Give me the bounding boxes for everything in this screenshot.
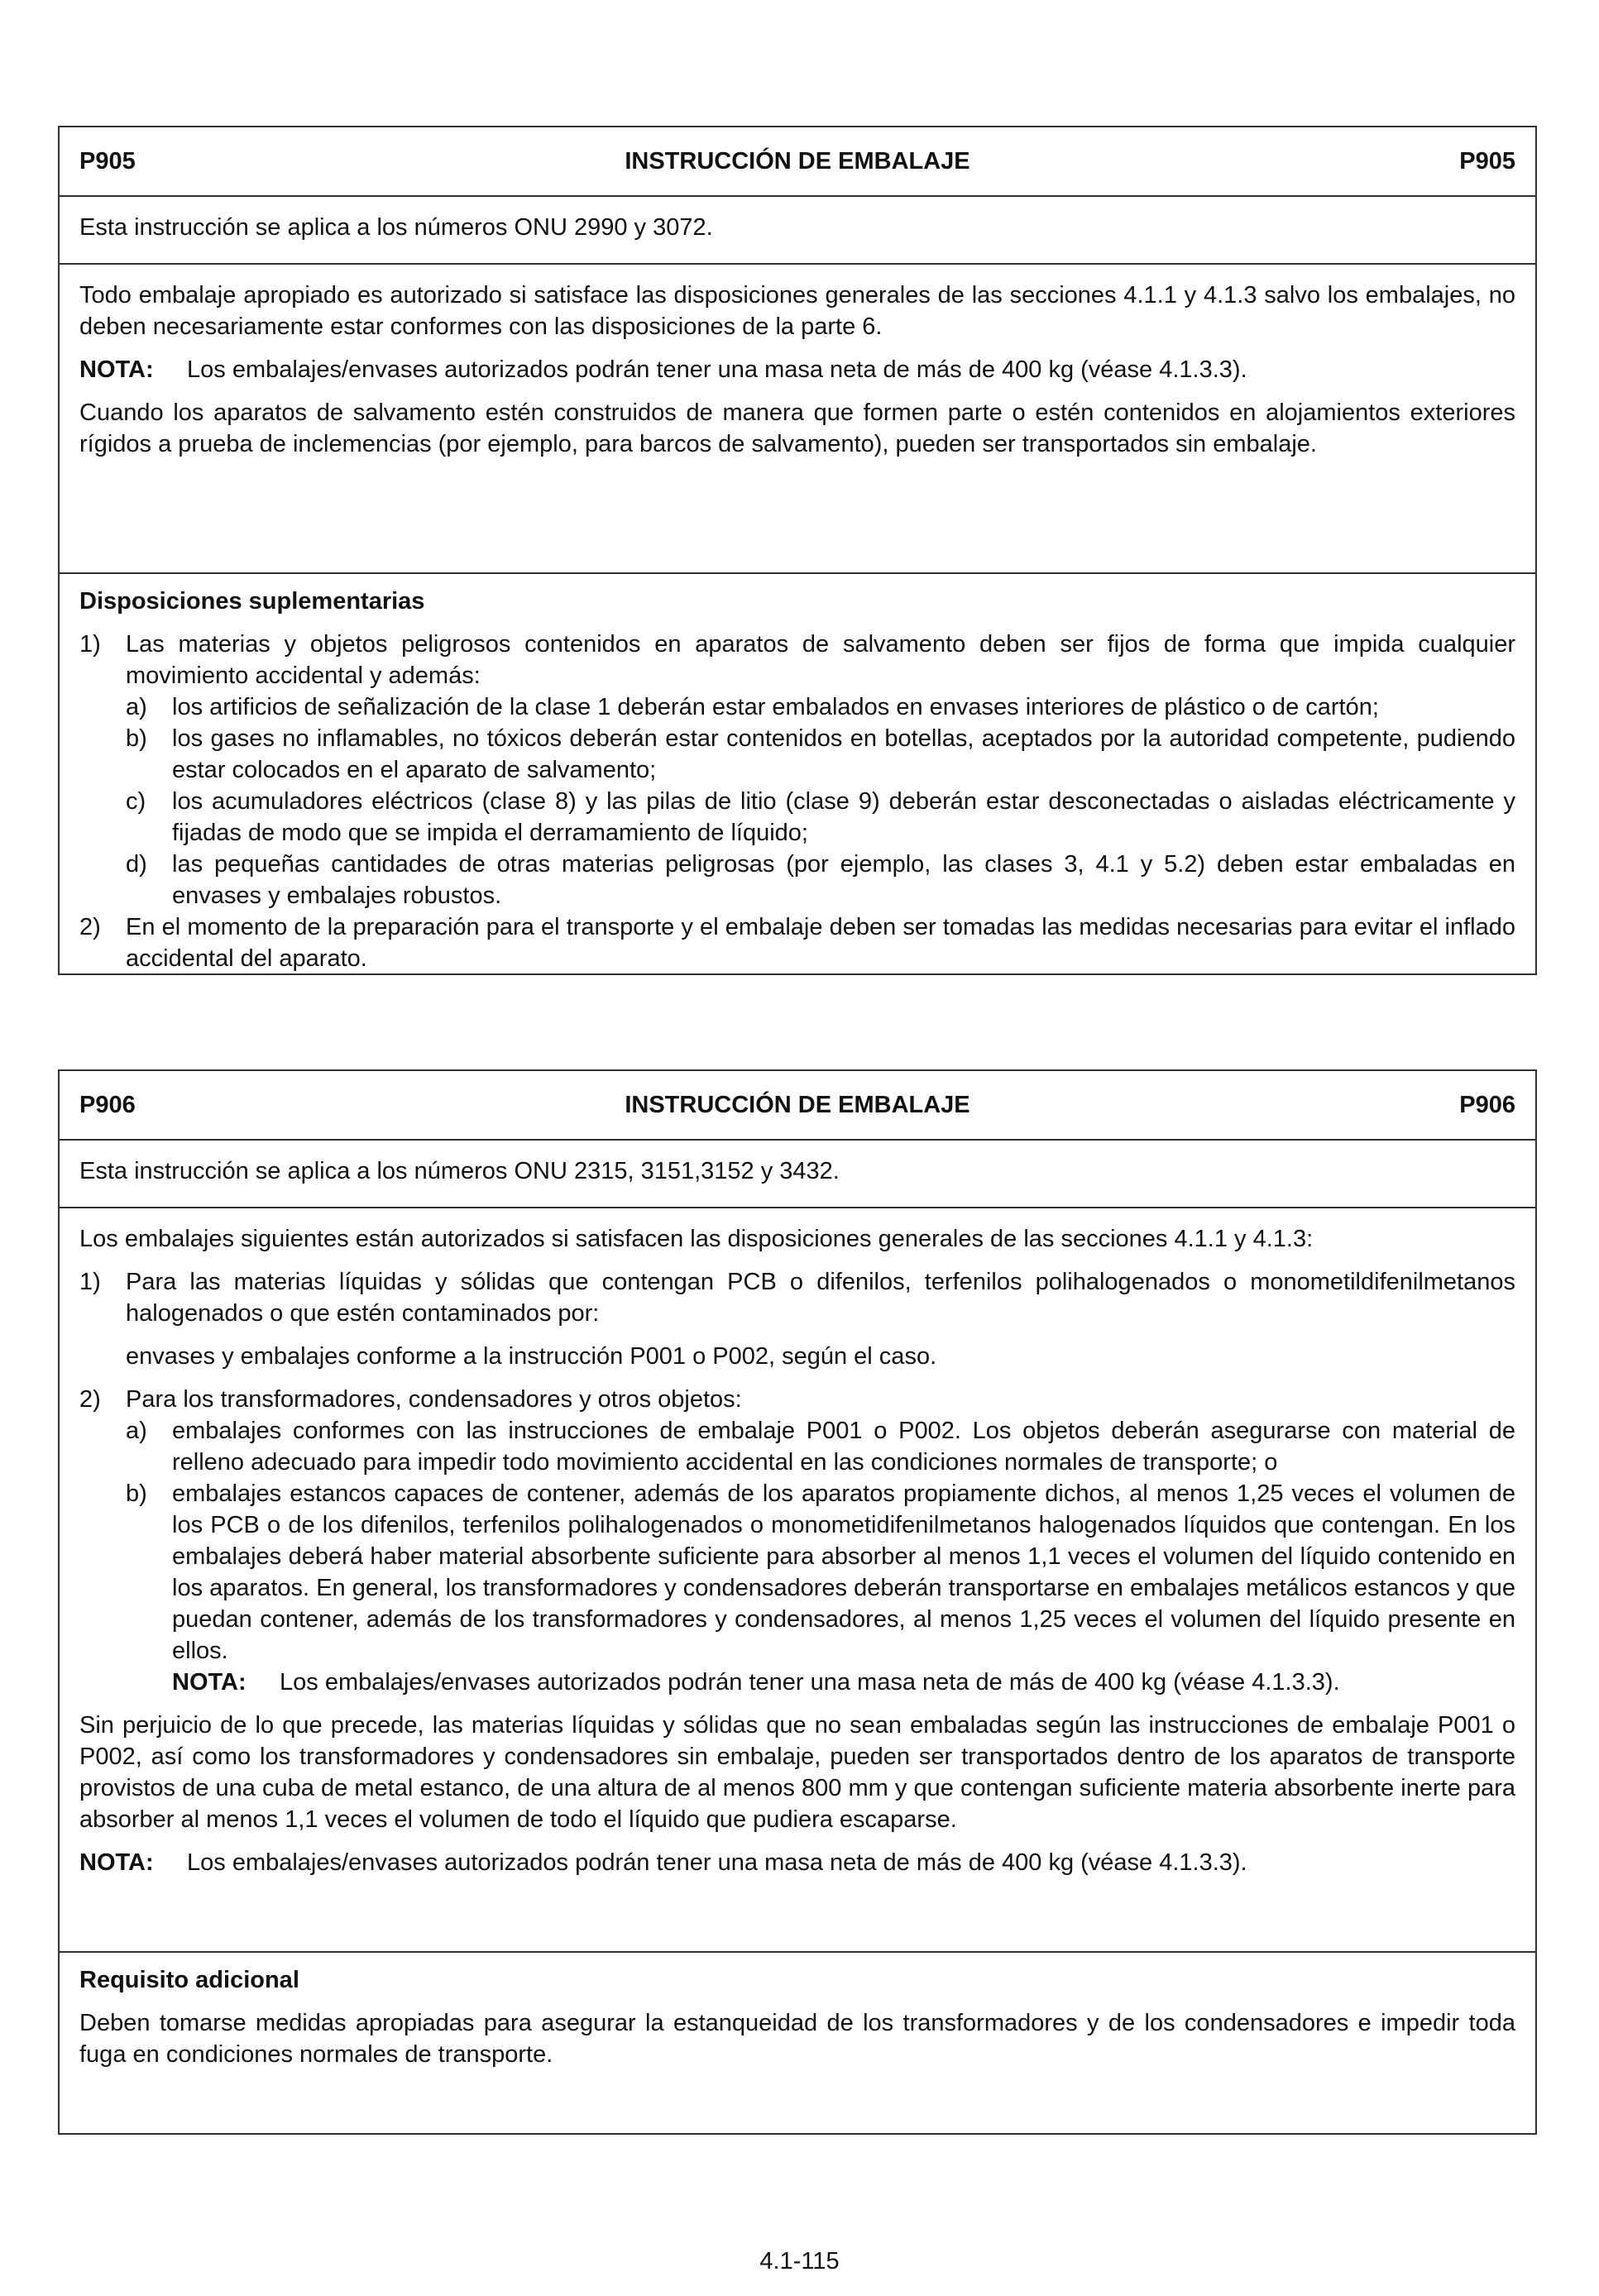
p906-code-left: P906 bbox=[79, 1091, 136, 1118]
p905-applies-text: Esta instrucción se aplica a los números ONU 2990 y 3072. bbox=[79, 214, 713, 241]
list-letter: b) bbox=[126, 1480, 147, 1507]
p905-salvamento-text: Cuando los aparatos de salvamento estén construidos de manera que formen parte o estén contenidos en alojamientos exteriores rígidos a prueba de inclemencias (por ejemplo, para barcos de salvamento), pueden ser transportados sin embalaje. bbox=[79, 399, 1515, 457]
list-text: Las materias y objetos peligrosos contenidos en aparatos de salvamento deben ser fijos de forma que impida cualquier movimiento accidental y además: bbox=[126, 631, 1515, 689]
p906-subitem-a bbox=[126, 1415, 1515, 1478]
list-letter: a) bbox=[126, 1418, 147, 1444]
p905-nota bbox=[79, 354, 1515, 385]
list-text: embalajes conformes con las instrucciones de embalaje P001 o P002. Los objetos deberán asegurarse con material de relleno adecuado para impedir todo movimiento accidental en las condiciones normales de transporte; o bbox=[172, 1418, 1515, 1476]
p905-nota-label: NOTA: bbox=[79, 356, 154, 383]
p905-title: INSTRUCCIÓN DE EMBALAJE bbox=[625, 147, 970, 175]
list-text: las pequeñas cantidades de otras materias peligrosas (por ejemplo, las clases 3, 4.1 y 5.2) deben estar embaladas en envases y embalajes robustos. bbox=[172, 851, 1515, 909]
p906-subitem-nota bbox=[126, 1667, 1515, 1698]
p905-subitem-c bbox=[126, 786, 1515, 849]
list-number: 2) bbox=[79, 1386, 101, 1413]
p906-nota bbox=[79, 1847, 1515, 1878]
p905-supplementary-section bbox=[60, 574, 1535, 974]
p906-requirement-section bbox=[60, 1953, 1535, 2070]
p905-nota-text: Los embalajes/envases autorizados podrán tener una masa neta de más de 400 kg (véase 4.1.3.3). bbox=[187, 356, 1247, 383]
p906-title: INSTRUCCIÓN DE EMBALAJE bbox=[625, 1091, 970, 1118]
p906-item-2-subitems bbox=[79, 1415, 1515, 1698]
p906-main-section bbox=[60, 1208, 1535, 1953]
p906-item-1 bbox=[79, 1266, 1515, 1329]
p905-item-2 bbox=[79, 911, 1515, 974]
p905-code-right: P905 bbox=[1459, 147, 1515, 175]
list-text: Para las materias líquidas y sólidas que contengan PCB o difenilos, terfenilos polihalogenados o monometildifenilmetanos halogenados o que estén contaminados por: bbox=[126, 1269, 1515, 1327]
p905-instruction-box bbox=[58, 126, 1537, 975]
p906-sin-perjuicio-text: Sin perjuicio de lo que precede, las materias líquidas y sólidas que no sean embaladas según las instrucciones de embalaje P001 o P002, así como los transformadores y condensadores sin embalaje, pueden ser transportados dentro de los aparatos de transporte provistos de una cuba de metal estanco, de una altura de al menos 800 mm y que contengan suficiente materia absorbente inerte para absorber al menos 1,1 veces el volumen de todo el líquido que pudiera escaparse. bbox=[79, 1712, 1515, 1833]
list-letter: a) bbox=[126, 694, 147, 720]
list-text: los gases no inflamables, no tóxicos deberán estar contenidos en botellas, aceptados por la autoridad competente, pudiendo estar colocados en el aparato de salvamento; bbox=[172, 725, 1515, 783]
list-number: 1) bbox=[79, 631, 101, 658]
p906-requirement-text: Deben tomarse medidas apropiadas para asegurar la estanqueidad de los transformadores y de los condensadores e impedir toda fuga en condiciones normales de transporte. bbox=[79, 2010, 1515, 2068]
p905-supplementary-heading: Disposiciones suplementarias bbox=[79, 588, 425, 615]
list-text: En el momento de la preparación para el transporte y el embalaje deben ser tomadas las medidas necesarias para evitar el inflado accidental del aparato. bbox=[126, 914, 1515, 972]
p906-nota-text: Los embalajes/envases autorizados podrán tener una masa neta de más de 400 kg (véase 4.1.3.3). bbox=[187, 1849, 1247, 1876]
list-text: los acumuladores eléctricos (clase 8) y las pilas de litio (clase 9) deberán estar desconectadas o aisladas eléctricamente y fijadas de modo que se impida el derramamiento de líquido; bbox=[172, 788, 1515, 846]
list-text: Para los transformadores, condensadores y otros objetos: bbox=[126, 1386, 742, 1413]
p906-nota-label: NOTA: bbox=[79, 1849, 154, 1876]
p905-item-1-subitems bbox=[79, 691, 1515, 911]
page-number: 4.1-115 bbox=[759, 2248, 840, 2274]
p905-applies-section bbox=[60, 197, 1535, 265]
p906-item-2 bbox=[79, 1384, 1515, 1415]
p905-subitem-d bbox=[126, 849, 1515, 911]
p905-subitem-b bbox=[126, 723, 1515, 786]
p905-item-1 bbox=[79, 629, 1515, 691]
p906-item-1-follow: envases y embalajes conforme a la instrucción P001 o P002, según el caso. bbox=[126, 1343, 937, 1370]
p905-subitem-a bbox=[126, 691, 1515, 723]
p906-header bbox=[60, 1071, 1535, 1141]
p905-general-section bbox=[60, 265, 1535, 574]
list-text: los artificios de señalización de la clase 1 deberán estar embalados en envases interiores de plástico o de cartón; bbox=[172, 694, 1379, 720]
p906-instruction-box bbox=[58, 1069, 1537, 2135]
p905-general-text: Todo embalaje apropiado es autorizado si satisface las disposiciones generales de las secciones 4.1.1 y 4.1.3 salvo los embalajes, no deben necesariamente estar conformes con las disposiciones de la parte 6. bbox=[79, 282, 1515, 340]
p906-sub-nota-text: Los embalajes/envases autorizados podrán tener una masa neta de más de 400 kg (véase 4.1.3.3). bbox=[280, 1669, 1340, 1696]
list-number: 2) bbox=[79, 914, 101, 940]
p905-header bbox=[60, 127, 1535, 197]
p906-requirement-heading: Requisito adicional bbox=[79, 1967, 299, 1993]
list-text: embalajes estancos capaces de contener, además de los aparatos propiamente dichos, al menos 1,25 veces el volumen de los PCB o de los difenilos, terfenilos polihalogenados o monometidifenilmetanos halogenados líquidos que contengan. En los embalajes deberá haber material absorbente suficiente para absorber al menos 1,1 veces el volumen del líquido contenido en los aparatos. En general, los transformadores y condensadores deberán transportarse en embalajes metálicos estancos y que puedan contener, además de los transformadores y condensadores, al menos 1,25 veces el volumen del líquido presente en ellos. bbox=[172, 1480, 1515, 1664]
list-letter: c) bbox=[126, 788, 146, 815]
list-number: 1) bbox=[79, 1269, 101, 1295]
p906-subitem-b bbox=[126, 1478, 1515, 1667]
list-letter: d) bbox=[126, 851, 147, 878]
p906-applies-text: Esta instrucción se aplica a los números ONU 2315, 3151,3152 y 3432. bbox=[79, 1158, 840, 1184]
p906-sub-nota-label: NOTA: bbox=[172, 1669, 247, 1696]
p905-code-left: P905 bbox=[79, 147, 136, 175]
p906-code-right: P906 bbox=[1459, 1091, 1515, 1118]
p906-applies-section bbox=[60, 1141, 1535, 1208]
p906-intro-text: Los embalajes siguientes están autorizados si satisfacen las disposiciones generales de las secciones 4.1.1 y 4.1.3: bbox=[79, 1226, 1314, 1252]
list-letter: b) bbox=[126, 725, 147, 752]
